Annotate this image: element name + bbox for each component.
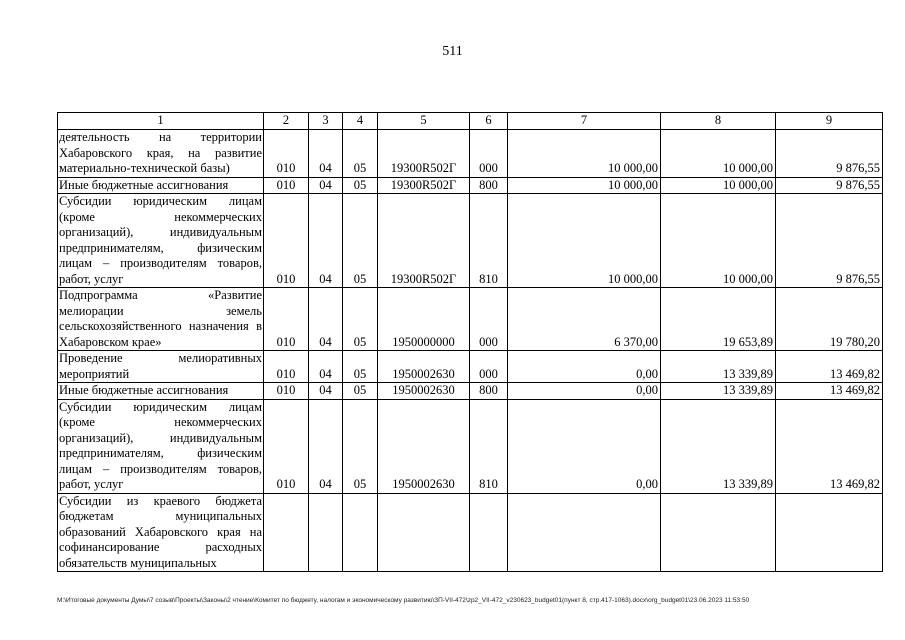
table-row — [58, 177, 883, 194]
expense-type-cell: 000 — [470, 288, 508, 351]
description-cell: Субсидии из краевого бюджета бюджетам муниципальных образований Хабаровского края на софинансирование расходных обязательств муниципальных — [59, 493, 262, 570]
section-cell: 010 — [264, 194, 309, 288]
subsection-cell: 04 — [309, 129, 343, 177]
target-article-cell: 19300R502Г — [378, 129, 470, 177]
amount-plan-cell: 10 000,00 — [508, 129, 661, 177]
header-cell: 9 — [776, 113, 883, 130]
description-cell: Проведение мелиоративных мероприятий — [59, 351, 262, 381]
amount-revised-cell — [661, 493, 776, 572]
subsection-cell: 04 — [309, 383, 343, 400]
header-cell: 6 — [470, 113, 508, 130]
amount-executed-cell: 13 469,82 — [776, 399, 883, 493]
amount-revised-cell: 13 339,89 — [661, 383, 776, 400]
subsection-cell: 04 — [309, 351, 343, 383]
item-cell: 05 — [343, 288, 378, 351]
section-cell: 010 — [264, 383, 309, 400]
amount-executed-cell: 13 469,82 — [776, 383, 883, 400]
subsection-cell: 04 — [309, 399, 343, 493]
target-article-cell: 19300R502Г — [378, 194, 470, 288]
expense-type-cell: 800 — [470, 383, 508, 400]
section-cell: 010 — [264, 351, 309, 383]
amount-plan-cell — [508, 493, 661, 572]
target-article-cell — [378, 493, 470, 572]
section-cell: 010 — [264, 129, 309, 177]
header-cell: 1 — [58, 113, 264, 130]
amount-revised-cell: 10 000,00 — [661, 129, 776, 177]
section-cell: 010 — [264, 288, 309, 351]
expense-type-cell: 000 — [470, 129, 508, 177]
amount-plan-cell: 10 000,00 — [508, 194, 661, 288]
subsection-cell: 04 — [309, 194, 343, 288]
description-cell: деятельность на территории Хабаровского края, на развитие материально-технической базы) — [59, 130, 262, 175]
item-cell: 05 — [343, 351, 378, 383]
description-cell: Субсидии юридическим лицам (кроме некоммерческих организаций), индивидуальным предпринимателям, физическим лицам – производителям товаров, работ, услуг — [59, 399, 262, 491]
expense-type-cell: 800 — [470, 177, 508, 194]
amount-executed-cell: 9 876,55 — [776, 129, 883, 177]
amount-executed-cell: 9 876,55 — [776, 194, 883, 288]
item-cell — [343, 493, 378, 572]
amount-revised-cell: 10 000,00 — [661, 177, 776, 194]
description-cell: Иные бюджетные ассигнования — [58, 383, 264, 400]
header-cell: 5 — [378, 113, 470, 130]
target-article-cell: 1950002630 — [378, 399, 470, 493]
expense-type-cell — [470, 493, 508, 572]
description-cell: Иные бюджетные ассигнования — [58, 177, 264, 194]
table-row — [58, 129, 883, 177]
table-row — [58, 194, 883, 288]
table-row — [58, 288, 883, 351]
amount-revised-cell: 13 339,89 — [661, 351, 776, 383]
description-cell: Субсидии юридическим лицам (кроме некоммерческих организаций), индивидуальным предпринимателям, физическим лицам – производителям товаров, работ, услуг — [59, 194, 262, 286]
expense-type-cell: 000 — [470, 351, 508, 383]
section-cell — [264, 493, 309, 572]
amount-revised-cell: 13 339,89 — [661, 399, 776, 493]
amount-revised-cell: 10 000,00 — [661, 194, 776, 288]
subsection-cell: 04 — [309, 288, 343, 351]
amount-plan-cell: 0,00 — [508, 383, 661, 400]
item-cell: 05 — [343, 177, 378, 194]
file-path-footer: M:\Итоговые документы Думы\7 созыв\Проекты\Законы\2 чтение\Комитет по бюджету, налогам и экономическому развитию\ЗП-VII-472\zp2_VII-472_v230623_budget01(пункт 8, стр.417-1063).docx\org_budget01\23.06.2023 11:53:50 — [57, 597, 750, 604]
budget-table — [57, 112, 883, 572]
header-cell: 2 — [264, 113, 309, 130]
target-article-cell: 1950002630 — [378, 383, 470, 400]
amount-executed-cell: 19 780,20 — [776, 288, 883, 351]
amount-executed-cell: 13 469,82 — [776, 351, 883, 383]
table-row — [58, 351, 883, 383]
table-row — [58, 383, 883, 400]
amount-executed-cell — [776, 493, 883, 572]
amount-plan-cell: 6 370,00 — [508, 288, 661, 351]
section-cell: 010 — [264, 399, 309, 493]
header-cell: 8 — [661, 113, 776, 130]
table-row — [58, 399, 883, 493]
header-cell: 4 — [343, 113, 378, 130]
item-cell: 05 — [343, 383, 378, 400]
item-cell: 05 — [343, 129, 378, 177]
header-cell: 7 — [508, 113, 661, 130]
amount-plan-cell: 0,00 — [508, 399, 661, 493]
subsection-cell: 04 — [309, 177, 343, 194]
subsection-cell — [309, 493, 343, 572]
target-article-cell: 1950002630 — [378, 351, 470, 383]
target-article-cell: 19300R502Г — [378, 177, 470, 194]
header-cell: 3 — [309, 113, 343, 130]
section-cell: 010 — [264, 177, 309, 194]
item-cell: 05 — [343, 399, 378, 493]
target-article-cell: 1950000000 — [378, 288, 470, 351]
amount-plan-cell: 10 000,00 — [508, 177, 661, 194]
amount-executed-cell: 9 876,55 — [776, 177, 883, 194]
expense-type-cell: 810 — [470, 194, 508, 288]
expense-type-cell: 810 — [470, 399, 508, 493]
amount-revised-cell: 19 653,89 — [661, 288, 776, 351]
description-cell: Подпрограмма «Развитие мелиорации земель сельскохозяйственного назначения в Хабаровском крае» — [59, 288, 262, 349]
header-row — [58, 113, 883, 130]
table-row — [58, 493, 883, 572]
item-cell: 05 — [343, 194, 378, 288]
page-number: 511 — [442, 44, 463, 59]
amount-plan-cell: 0,00 — [508, 351, 661, 383]
